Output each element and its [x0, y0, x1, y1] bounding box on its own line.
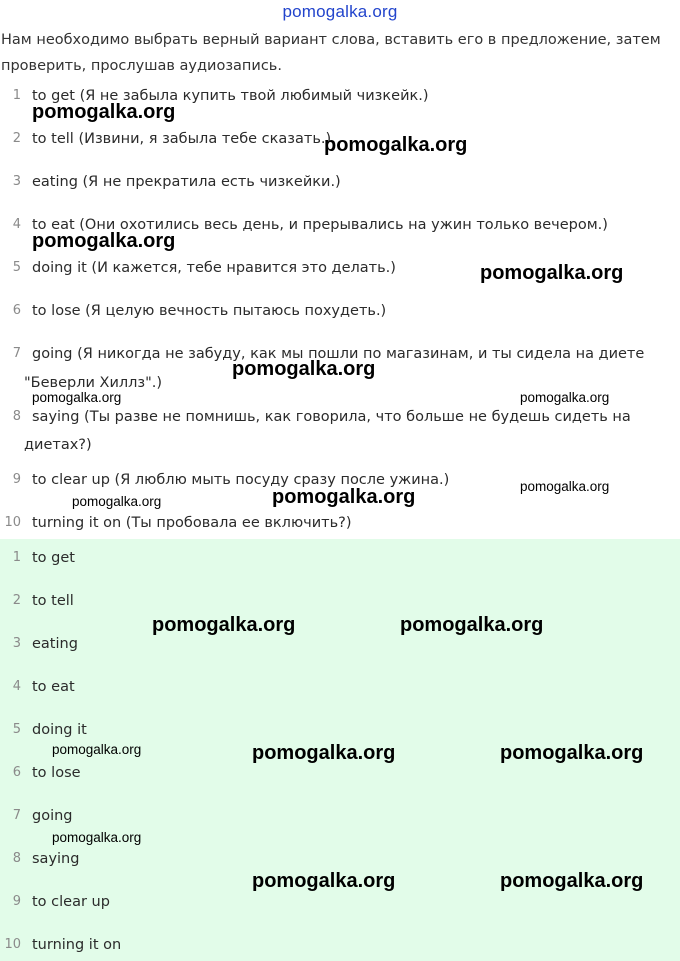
- watermark: pomogalka.org: [324, 134, 468, 156]
- watermark: pomogalka.org: [152, 614, 296, 636]
- item-number: 4: [12, 217, 21, 232]
- watermark: pomogalka.org: [272, 486, 416, 508]
- item-number: 2: [12, 593, 21, 608]
- item-text: eating (Я не прекратила есть чизкейки.): [32, 174, 341, 190]
- answer-text: to eat: [32, 679, 75, 695]
- item-text: going (Я никогда не забуду, как мы пошли по магазинам, и ты сидела на диете: [32, 346, 645, 362]
- item-number: 2: [12, 131, 21, 146]
- watermark: pomogalka.org: [520, 479, 610, 494]
- item-number: 10: [4, 515, 21, 530]
- answer-text: turning it on: [32, 937, 122, 953]
- item-number: 3: [12, 636, 21, 651]
- item-number: 9: [12, 472, 21, 487]
- item-text: to clear up (Я люблю мыть посуду сразу после ужина.): [32, 472, 450, 488]
- item-number: 1: [12, 88, 21, 103]
- item-number: 6: [12, 765, 21, 780]
- item-text-continued: "Беверли Хиллз".): [24, 375, 163, 391]
- item-number: 9: [12, 894, 21, 909]
- answer-text: to get: [32, 550, 75, 566]
- watermark: pomogalka.org: [252, 742, 396, 764]
- item-number: 5: [12, 260, 21, 275]
- watermark: pomogalka.org: [480, 262, 624, 284]
- item-number: 3: [12, 174, 21, 189]
- answer-text: to tell: [32, 593, 74, 609]
- watermark: pomogalka.org: [232, 358, 376, 380]
- item-number: 7: [12, 808, 21, 823]
- item-number: 7: [12, 346, 21, 361]
- item-text: to eat (Они охотились весь день, и прерывались на ужин только вечером.): [32, 217, 608, 233]
- item-text: saying (Ты разве не помнишь, как говорила, что больше не будешь сидеть на: [32, 409, 631, 425]
- answer-text: eating: [32, 636, 78, 652]
- watermark: pomogalka.org: [500, 870, 644, 892]
- answer-text: to clear up: [32, 894, 110, 910]
- item-number: 1: [12, 550, 21, 565]
- item-number: 5: [12, 722, 21, 737]
- item-number: 8: [12, 409, 21, 424]
- watermark: pomogalka.org: [52, 830, 142, 845]
- watermark: pomogalka.org: [400, 614, 544, 636]
- site-title[interactable]: pomogalka.org: [282, 2, 398, 21]
- answer-text: to lose: [32, 765, 81, 781]
- item-text-continued: диетах?): [24, 437, 92, 453]
- item-number: 6: [12, 303, 21, 318]
- answer-text: doing it: [32, 722, 87, 738]
- watermark: pomogalka.org: [520, 390, 610, 405]
- answer-text: saying: [32, 851, 80, 867]
- item-text: to get (Я не забыла купить твой любимый чизкейк.): [32, 88, 429, 104]
- watermark: pomogalka.org: [252, 870, 396, 892]
- watermark: pomogalka.org: [32, 101, 176, 123]
- item-text: to lose (Я целую вечность пытаюсь похудеть.): [32, 303, 387, 319]
- watermark: pomogalka.org: [32, 230, 176, 252]
- watermark: pomogalka.org: [32, 390, 122, 405]
- watermark: pomogalka.org: [72, 494, 162, 509]
- answer-text: going: [32, 808, 73, 824]
- task-instruction: Нам необходимо выбрать верный вариант слова, вставить его в предложение, затем проверить, прослушав аудиозапись.: [1, 32, 661, 74]
- item-number: 4: [12, 679, 21, 694]
- item-text: turning it on (Ты пробовала ее включить?): [32, 515, 352, 531]
- item-text: to tell (Извини, я забыла тебе сказать.): [32, 131, 332, 147]
- item-text: doing it (И кажется, тебе нравится это делать.): [32, 260, 396, 276]
- item-number: 10: [4, 937, 21, 952]
- item-number: 8: [12, 851, 21, 866]
- watermark: pomogalka.org: [52, 742, 142, 757]
- watermark: pomogalka.org: [500, 742, 644, 764]
